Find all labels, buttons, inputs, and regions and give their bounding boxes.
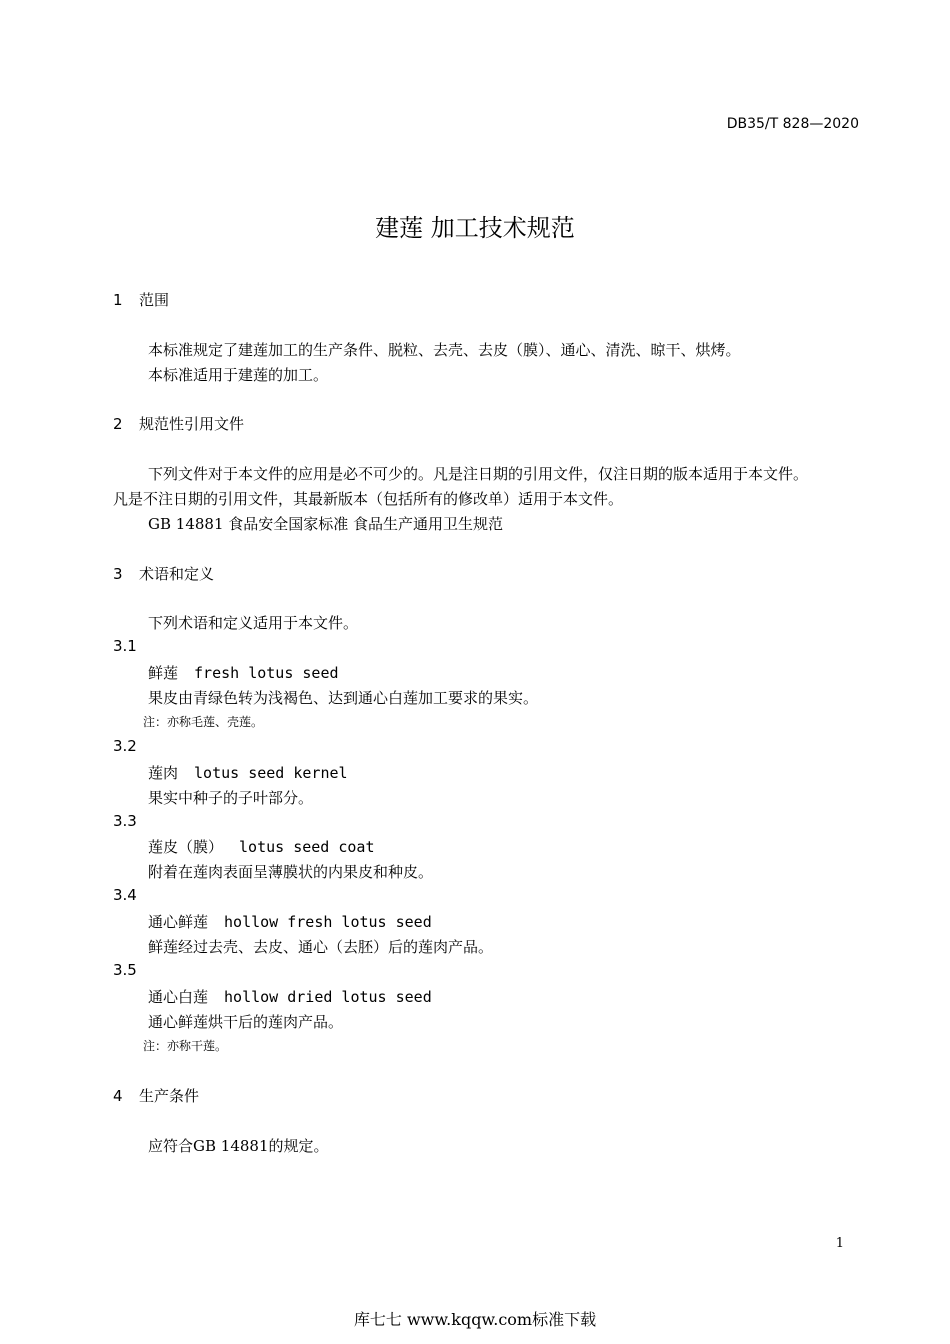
term-en: lotus seed kernel bbox=[194, 764, 348, 782]
term-definition: 果皮由青绿色转为浅褐色、达到通心白莲加工要求的果实。 bbox=[148, 689, 539, 707]
term-zh: 通心鲜莲 bbox=[148, 913, 209, 931]
term-en: lotus seed coat bbox=[239, 838, 375, 856]
paragraph-continuation: 凡是不注日期的引用文件，其最新版本（包括所有的修改单）适用于本文件。 bbox=[113, 490, 624, 508]
page-number: 1 bbox=[835, 1236, 844, 1251]
section-title: 生产条件 bbox=[139, 1087, 200, 1105]
section-heading bbox=[113, 1085, 199, 1106]
term-number: 3.1 bbox=[113, 637, 137, 655]
paragraph: 应符合GB 14881的规定。 bbox=[148, 1137, 329, 1155]
reference-item: GB 14881 食品安全国家标准 食品生产通用卫生规范 bbox=[148, 515, 504, 533]
term-definition: 附着在莲肉表面呈薄膜状的内果皮和种皮。 bbox=[148, 863, 434, 881]
footer-watermark: 库七七 www.kqqw.com标准下载 bbox=[353, 1310, 597, 1329]
paragraph: 本标准适用于建莲的加工。 bbox=[148, 366, 329, 384]
term-zh: 通心白莲 bbox=[148, 988, 209, 1006]
term-definition: 通心鲜莲烘干后的莲肉产品。 bbox=[148, 1013, 344, 1031]
term bbox=[148, 762, 348, 783]
section-number: 2 bbox=[113, 415, 123, 433]
standard-number: DB35/T 828—2020 bbox=[726, 116, 859, 132]
term-en: hollow dried lotus seed bbox=[224, 988, 432, 1006]
term-number: 3.4 bbox=[113, 886, 137, 904]
term-en: hollow fresh lotus seed bbox=[224, 913, 432, 931]
term-number: 3.3 bbox=[113, 812, 137, 830]
term-note: 注：亦称干莲。 bbox=[143, 1039, 228, 1053]
section-number: 4 bbox=[113, 1087, 123, 1105]
term-en: fresh lotus seed bbox=[194, 664, 339, 682]
term-note: 注：亦称毛莲、壳莲。 bbox=[143, 715, 264, 729]
term bbox=[148, 986, 432, 1007]
term bbox=[148, 836, 374, 857]
section-heading bbox=[113, 289, 169, 310]
section-number: 1 bbox=[113, 291, 123, 309]
term bbox=[148, 911, 432, 932]
paragraph: 下列术语和定义适用于本文件。 bbox=[148, 614, 359, 632]
section-number: 3 bbox=[113, 565, 123, 583]
term-number: 3.5 bbox=[113, 961, 137, 979]
term-zh: 莲肉 bbox=[148, 764, 179, 782]
term-zh: 莲皮（膜） bbox=[148, 838, 224, 856]
document-title: 建莲 加工技术规范 bbox=[375, 214, 575, 242]
section-title: 范围 bbox=[139, 291, 170, 309]
paragraph: 下列文件对于本文件的应用是必不可少的。凡是注日期的引用文件，仅注日期的版本适用于本文件。 bbox=[148, 465, 809, 483]
section-title: 术语和定义 bbox=[139, 565, 215, 583]
term-definition: 果实中种子的子叶部分。 bbox=[148, 789, 314, 807]
term-number: 3.2 bbox=[113, 737, 137, 755]
paragraph: 本标准规定了建莲加工的生产条件、脱粒、去壳、去皮（膜）、通心、清洗、晾干、烘烤。 bbox=[148, 341, 741, 359]
section-heading bbox=[113, 413, 244, 434]
section-heading bbox=[113, 563, 214, 584]
term bbox=[148, 662, 339, 683]
term-zh: 鲜莲 bbox=[148, 664, 179, 682]
term-definition: 鲜莲经过去壳、去皮、通心（去胚）后的莲肉产品。 bbox=[148, 938, 494, 956]
section-title: 规范性引用文件 bbox=[139, 415, 245, 433]
